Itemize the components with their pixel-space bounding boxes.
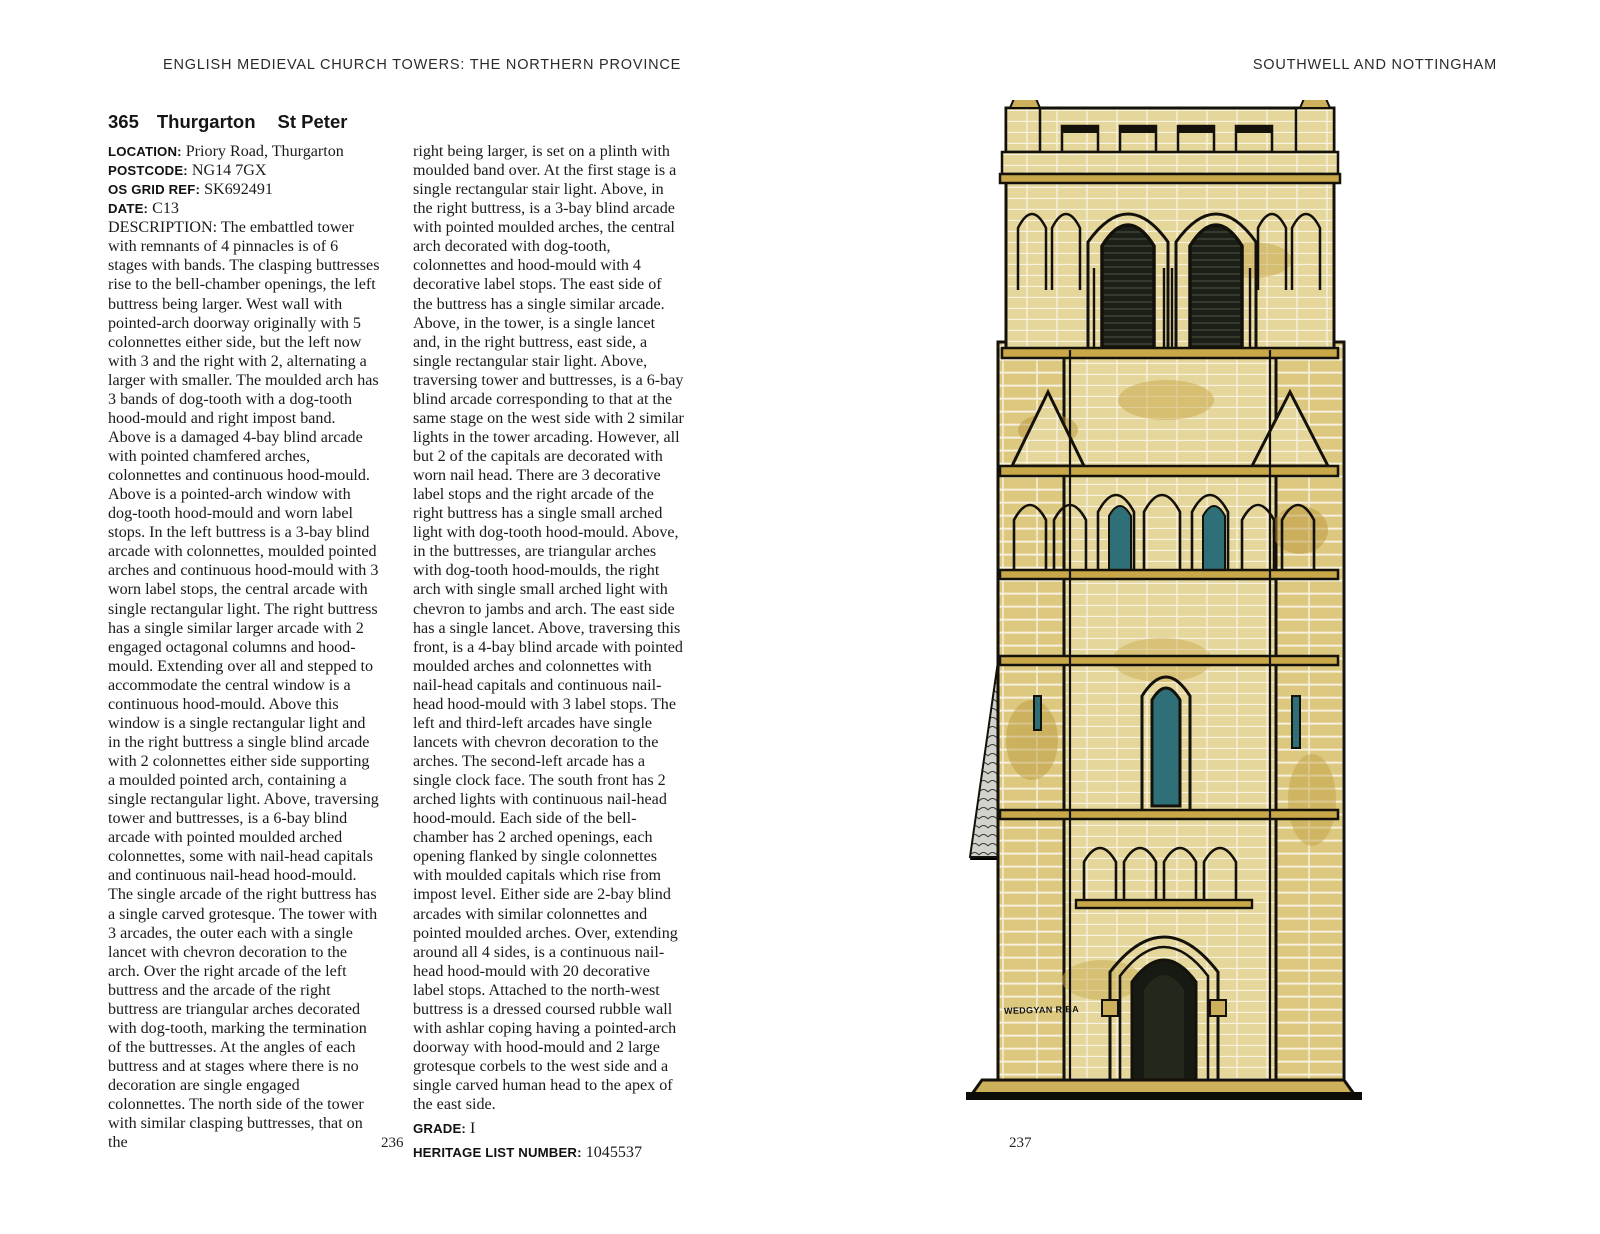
description-paragraph-part1 (108, 218, 380, 1152)
running-head-left: ENGLISH MEDIEVAL CHURCH TOWERS: THE NORTHERN PROVINCE (163, 57, 682, 73)
text-column-1 (108, 142, 380, 1152)
field-postcode-value: NG14 7GX (191, 162, 267, 180)
field-date-value: C13 (152, 200, 179, 218)
field-heritage-list-number (413, 1143, 685, 1162)
text-column-2 (413, 142, 685, 1162)
tower-illustration-svg (952, 100, 1382, 1100)
running-head-right: SOUTHWELL AND NOTTINGHAM (1252, 57, 1497, 73)
entry-number: 365 (108, 111, 139, 132)
field-postcode (108, 161, 380, 180)
field-heritage-label: HERITAGE LIST NUMBER: (413, 1145, 582, 1161)
field-heritage-value: 1045537 (585, 1144, 643, 1162)
field-location-label: LOCATION: (108, 144, 182, 159)
description-text-part2: right being larger, is set on a plinth with moulded band over. At the first stage is a single rectangular stair light. Above, in the right buttress, is a 3-bay blind arcade with pointed moulded arches, the central arch decorated with dog-tooth, colonnettes and hood-mould with 4 decorative label stops. The east side of the buttress has a single similar arcade. Above, in the tower, is a single lancet and, in the right buttress, east side, a single rectangular stair light. Above, traversing tower and buttresses, is a 6-bay blind arcade corresponding to that at the same stage on the west side with 2 similar lights in the tower arcading. However, all but 2 of the capitals are decorated with worn nail head. There are 3 decorative label stops and the right arcade of the right buttress has a single small arched light with dog-tooth hood-mould. Above, in the buttresses, are triangular arches with dog-tooth hood-moulds, the right arch with single small arched light with chevron to jambs and arch. The east side has a single lancet. Above, traversing this front, is a 4-bay blind arcade with pointed moulded arches and colonnettes with nail-head capitals and continuous nail-head hood-mould with 3 label stops. The left and third-left arcades have single lancets with chevron decoration to the arches. The second-left arcade has a single clock face. The south front has 2 arched lights with continuous nail-head hood-mould. Each side of the bell-chamber has 2 arched openings, each opening flanked by single colonnettes with moulded capitals which rise from impost level. Either side are 2-bay blind arcades with similar colonnettes and pointed moulded arches. Over, extending around all 4 sides, is a continuous nail-head hood-mould with 20 decorative label stops. Attached to the north-west buttress is a dressed coursed rubble wall with ashlar coping having a pointed-arch doorway with hood-mould and 2 large grotesque corbels to the west side and a single carved human head to the apex of the east side. (413, 143, 684, 1114)
description-text-part1: The embattled tower with remnants of 4 pinnacles is of 6 stages with bands. The clasping buttresses rise to the bell-chamber openings, the left buttress being larger. West wall with pointed-arch doorway originally with 5 colonnettes either side, but the left now with 3 and the right with 2, alternating a larger with smaller. The moulded arch has 3 bands of dog-tooth with a dog-tooth hood-mould and right impost band. Above is a damaged 4-bay blind arcade with pointed chamfered arches, colonnettes and continuous hood-mould. Above is a pointed-arch window with dog-tooth hood-mould and worn label stops. In the left buttress is a 3-bay blind arcade with colonnettes, moulded pointed arches and continuous hood-mould with 3 worn label stops, the central arcade with single rectangular light. The right buttress has a single similar larger arcade with 2 engaged octagonal columns and hood-mould. Extending over all and stepped to accommodate the central window is a continuous hood-mould. Above this window is a single rectangular light and in the right buttress a single blind arcade with 2 colonnettes either side supporting a moulded pointed arch, containing a single rectangular light. Above, traversing tower and buttresses, is a 6-bay blind arcade with pointed moulded arched colonnettes, some with nail-head capitals and continuous nail-head hood-mould. The single arcade of the right buttress has a single carved grotesque. The tower with 3 arcades, the outer each with a single lancet with chevron decoration to the arch. Over the right arcade of the left buttress and the arcade of the right buttress are triangular arches decorated with dog-tooth, marking the termination of the buttresses. At the angles of each buttress and at stages where there is no decoration are single engaged colonnettes. The north side of the tower with similar clasping buttresses, that on the (108, 219, 380, 1152)
folio-right: 237 (1009, 1135, 1032, 1151)
artist-signature: WEDGYAN RIBA (1003, 1004, 1080, 1016)
entry-dedication: St Peter (277, 111, 348, 132)
field-postcode-label: POSTCODE: (108, 163, 188, 179)
description-paragraph-part2 (413, 142, 685, 1114)
field-location-value: Priory Road, Thurgarton (185, 143, 344, 160)
entry-heading (108, 111, 347, 133)
field-osgridref (108, 180, 380, 199)
field-grade-value: I (470, 1120, 476, 1138)
field-grade-label: GRADE: (413, 1121, 466, 1137)
tower-illustration (952, 100, 1382, 1100)
field-date (108, 199, 380, 218)
field-description-label: DESCRIPTION: (108, 219, 218, 237)
field-osgridref-value: SK692491 (204, 181, 273, 199)
field-osgridref-label: OS GRID REF: (108, 182, 201, 198)
entry-place: Thurgarton (156, 111, 256, 132)
field-location (108, 142, 380, 161)
plinth (966, 1080, 1362, 1100)
field-grade (413, 1119, 685, 1138)
folio-left: 236 (381, 1135, 404, 1151)
field-date-label: DATE: (108, 201, 149, 217)
tower-drawing (966, 100, 1362, 1100)
